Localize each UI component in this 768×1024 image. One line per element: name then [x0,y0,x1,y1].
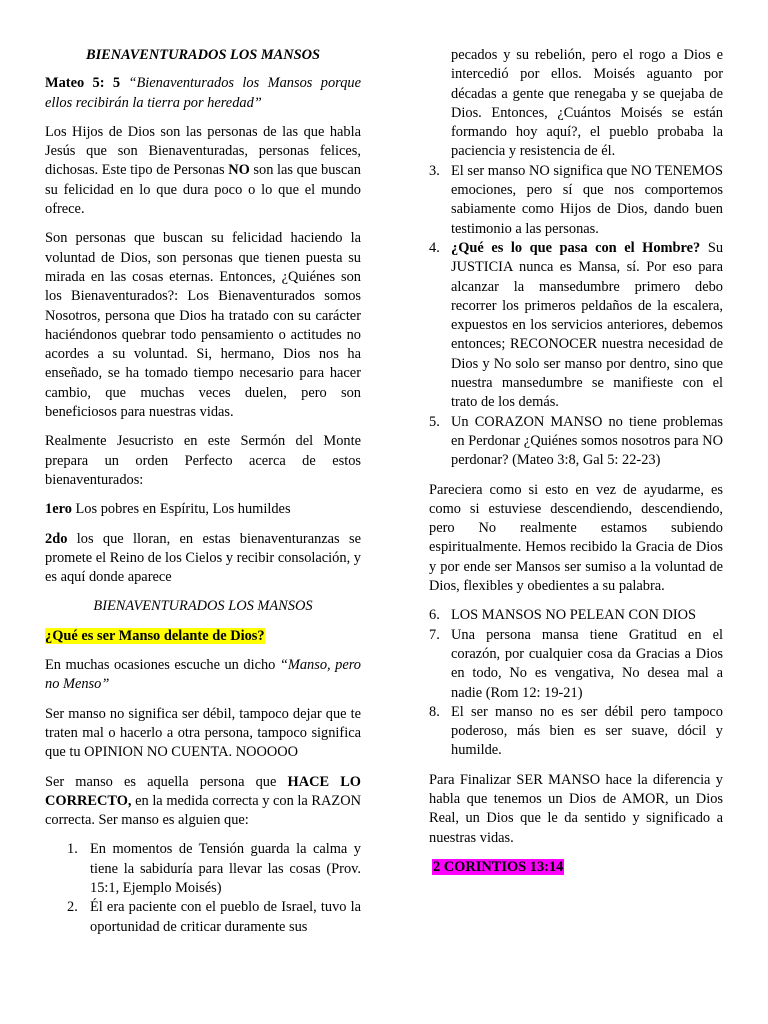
list-item [429,413,723,471]
list-item [429,626,723,703]
list-item-text: El ser manso NO significa que NO TENEMOS emociones, pero sí que nos comportemos sabiamente como Hijos de Dios, dando buen testimonio a las personas. [451,162,723,237]
beatitude-item-2-label: 2do [45,530,68,547]
paragraph-4 [45,656,361,695]
list-item-number: 7. [429,626,440,643]
list-item-number: 3. [429,162,440,179]
list-item [45,898,361,937]
paragraph-1-bold: NO [228,162,250,179]
question-highlight: ¿Qué es ser Manso delante de Dios? [45,627,265,644]
beatitude-item-2-text: los que lloran, en estas bienaventuranzas se promete el Reino de los Cielos y recibir consolación, y es aquí donde aparece [45,530,361,586]
beatitude-item-1-label: 1ero [45,501,72,518]
list-item-text: En momentos de Tensión guarda la calma y tiene la sabiduría para llevar las cosas (Prov. 15:1, Ejemplo Moisés) [90,841,361,896]
paragraph-6-text-c: en la medida correcta y con la RAZON correcta. Ser manso es alguien que: [45,792,361,829]
list-item-number: 1. [67,841,78,858]
paragraph-4-quote: “Manso, pero no Menso” [45,657,361,693]
list-item-number: 5. [429,413,440,430]
list-item [429,239,723,413]
beatitude-item-1 [45,500,361,519]
numbered-list-right-b [429,606,723,760]
list-item-number: 6. [429,607,440,624]
paragraph-6-text-a: Ser manso es aquella persona que [45,773,288,790]
beatitude-item-2 [45,530,361,588]
list-item-number: 4. [429,239,440,256]
list-item-text: El ser manso no es ser débil pero tampoco poderoso, más bien es ser suave, dócil y humilde. [451,703,723,759]
list-item-text: Un CORAZON MANSO no tiene problemas en Perdonar ¿Quiénes somos nosotros para NO perdonar? (Mateo 3:8, Gal 5: 22-23) [451,413,723,469]
list-item-2-continuation: pecados y su rebelión, pero el rogo a Dios e intercedió por ellos. Moisés aguanto por décadas a gente que renegaba y se quejaba de Dios. Entonces, ¿Cuántos Moisés se están formando hoy aquí?, el pueblo probaba la paciencia y resistencia de él. [451,47,723,160]
page-title: BIENAVENTURADOS LOS MANSOS [85,47,321,63]
list-item [429,606,723,625]
paragraph-1-text-a: Los Hijos de Dios son las personas de las que habla Jesús que son Bienaventuradas, personas felices, dichosas. Este tipo de Personas [45,123,361,179]
right-column [429,46,723,887]
paragraph-6-bold: HACE LO CORRECTO, [45,773,361,809]
scripture-reference: 2 CORINTIOS 13:14 [433,858,564,875]
list-item [429,162,723,239]
paragraph-5: Ser manso no significa ser débil, tampoco dejar que te traten mal o hacerlo a otra persona, tampoco significa que tu OPINION NO CUENTA. NOOOOO [45,705,361,761]
list-item [45,840,361,898]
paragraph-3: Realmente Jesucristo en este Sermón del Monte prepara un orden Perfecto acerca de estos bienaventurados: [45,433,361,488]
paragraph-1 [45,123,361,219]
paragraph-4-text: En muchas ocasiones escuche un dicho [45,657,280,674]
verse-reference: Mateo 5: 5 [45,75,121,92]
verse-paragraph [45,74,361,113]
numbered-list-left [45,840,361,936]
list-item [429,703,723,761]
verse-text: “Bienaventurados los Mansos porque ellos recibirán la tierra por heredad” [45,75,361,111]
list-item-question: ¿Qué es lo que pasa con el Hombre? [451,239,701,256]
list-item-text: Su JUSTICIA nunca es Mansa, sí. Por eso para alcanzar la mansedumbre primero debo recorrer los primeros peldaños de la escalera, expuestos en los servicios anteriores, debemos entonces; RECONOCER nuestra necesidad de Dios y No solo ser manso por dentro, sino que nuestra mansedumbre se manifieste con el trato de los demás. [451,239,724,411]
list-item-text: LOS MANSOS NO PELEAN CON DIOS [451,607,697,624]
list-item-number: 2. [67,899,78,916]
list-item-number: 8. [429,703,440,720]
list-item-text: Él era paciente con el pueblo de Israel, tuvo la oportunidad de criticar duramente sus [90,899,361,935]
paragraph-8: Para Finalizar SER MANSO hace la diferencia y habla que tenemos un Dios de AMOR, un Dios Real, un Dios que le da sentido y significado a nuestras vidas. [429,771,723,846]
numbered-list-right-a [429,162,723,471]
left-column [45,46,361,947]
beatitude-item-1-text: Los pobres en Espíritu, Los humildes [71,501,291,518]
paragraph-6 [45,773,361,831]
paragraph-2: Son personas que buscan su felicidad haciendo la voluntad de Dios, son personas que tienen puesta su mirada en las cosas eternas. Entonces, ¿Quiénes son los Bienaventurados?: Los Bienaventurados somos Nosotros, persona que Dios ha tratado con su carácter haciéndonos quebrar todo pensamiento o actitudes no acordes a su voluntad. Si, hermano, Dios nos ha enseñado, se ha tomado tiempo necesario para hacer cambio, que muchas veces duelen, pero son beneficiosos para nuestras vidas. [45,230,361,421]
scripture-reference-paragraph [429,858,723,877]
paragraph-7: Pareciera como si esto en vez de ayudarme, es como si estuviese descendiendo, descendiendo, pero No realmente estamos subiendo espiritualmente. Hemos recibido la Gracia de Dios y por ende ser Mansos ser sumiso a la voluntad de Dios, flexibles y obedientes a su palabra. [429,481,723,595]
paragraph-1-text-c: son las que buscan su felicidad en lo que dura poco o lo que el mundo ofrece. [45,162,361,218]
list-item-text: Una persona mansa tiene Gratitud en el corazón, por cualquier cosa da Gracias a Dios en todo, No es vengativa, No desea mal a nadie (Rom 12: 19-21) [451,626,723,701]
question-heading [45,627,361,646]
section-subtitle: BIENAVENTURADOS LOS MANSOS [93,598,313,615]
